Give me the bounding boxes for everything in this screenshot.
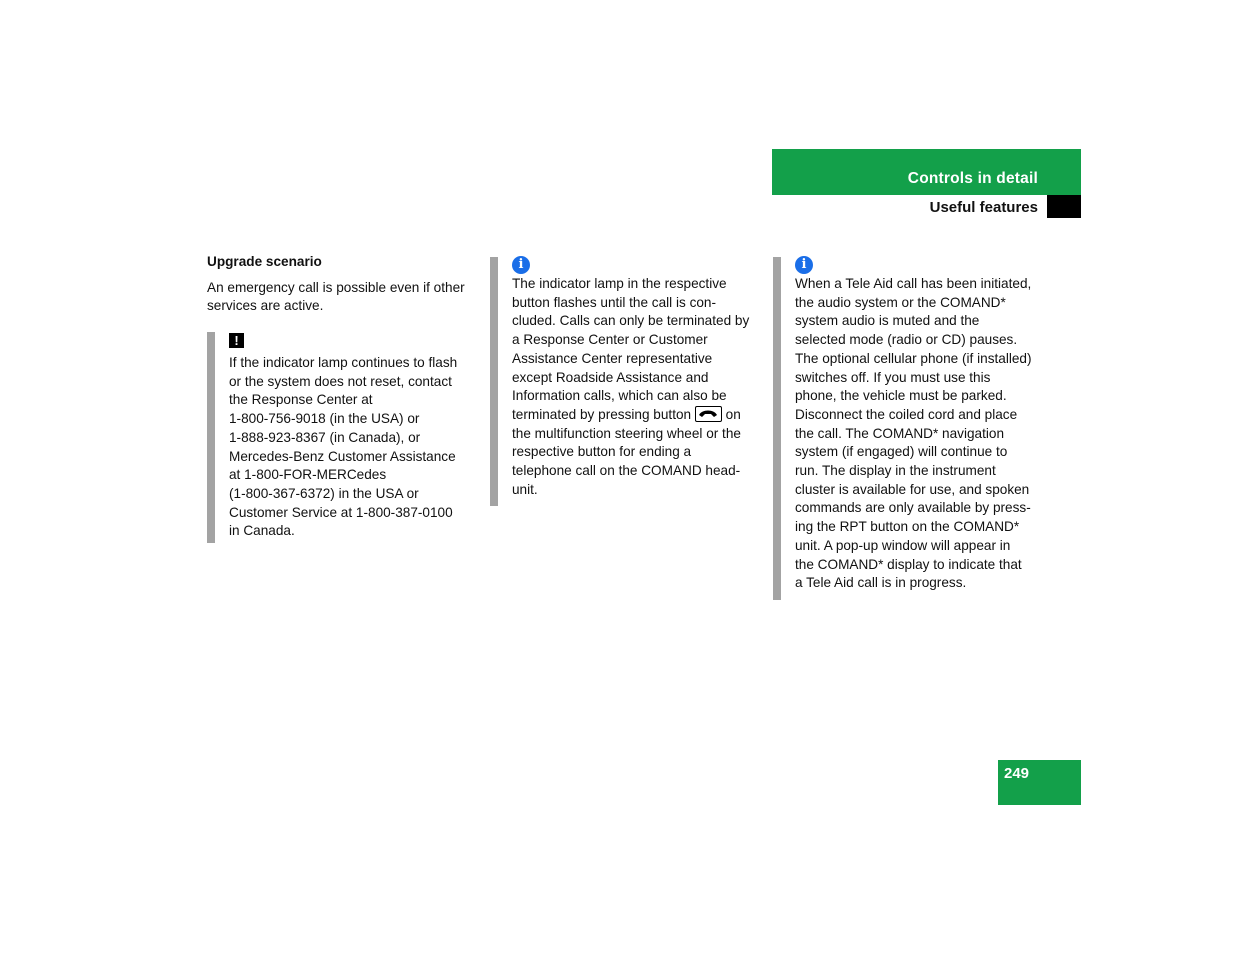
exclamation-icon: ! xyxy=(229,333,244,348)
text-line: the audio system or the COMAND* xyxy=(795,294,1006,310)
text-line-with-button xyxy=(512,406,765,425)
info-note-text xyxy=(512,275,765,499)
info-note-call-termination xyxy=(490,257,765,506)
text-line: unit. xyxy=(512,481,538,497)
text-line: ing the RPT button on the COMAND* xyxy=(795,519,1020,535)
text-line: cluded. Calls can only be terminated by xyxy=(512,313,750,329)
subsection-marker xyxy=(1047,195,1081,218)
text-line: 1-800-756-9018 (in the USA) or xyxy=(229,411,420,427)
text-line: commands are only available by press- xyxy=(795,500,1031,516)
text-fragment: on xyxy=(725,406,741,422)
text-line: button flashes until the call is con- xyxy=(512,294,717,310)
text-line: the COMAND* display to indicate that xyxy=(795,556,1022,572)
text-line: An emergency call is possible even if other xyxy=(207,279,465,295)
info-icon: i xyxy=(512,256,530,274)
page-number-box xyxy=(998,760,1081,805)
warning-note xyxy=(207,332,482,543)
section-header-bar xyxy=(772,149,1081,195)
info-icon: i xyxy=(795,256,813,274)
text-line: the multifunction steering wheel or the xyxy=(512,425,741,441)
text-line: Assistance Center representative xyxy=(512,350,713,366)
phone-end-call-icon xyxy=(695,406,722,422)
text-line: (1-800-367-6372) in the USA or xyxy=(229,485,419,501)
text-line: cluster is available for use, and spoken xyxy=(795,481,1030,497)
text-line: a Tele Aid call is in progress. xyxy=(795,575,967,591)
text-line: unit. A pop-up window will appear in xyxy=(795,537,1011,553)
info-note-text xyxy=(795,275,1048,593)
text-line: Information calls, which can also be xyxy=(512,388,727,404)
section-heading: Upgrade scenario xyxy=(207,254,322,269)
text-line: When a Tele Aid call has been initiated, xyxy=(795,276,1032,291)
text-line: The indicator lamp in the respective xyxy=(512,276,727,291)
section-title: Controls in detail xyxy=(907,170,1038,187)
text-line: services are active. xyxy=(207,298,324,314)
text-line: 1-888-923-8367 (in Canada), or xyxy=(229,429,421,445)
text-line: or the system does not reset, contact xyxy=(229,373,452,389)
text-line: Disconnect the coiled cord and place xyxy=(795,406,1018,422)
text-line: system audio is muted and the xyxy=(795,313,980,329)
warning-note-text xyxy=(229,354,482,541)
intro-paragraph xyxy=(207,279,477,316)
text-line: run. The display in the instrument xyxy=(795,463,996,479)
text-line: If the indicator lamp continues to flash xyxy=(229,355,458,370)
info-note-tele-aid xyxy=(773,257,1048,600)
text-line: at 1-800-FOR-MERCedes xyxy=(229,467,387,483)
text-line: The optional cellular phone (if installed) xyxy=(795,350,1032,366)
text-line: respective button for ending a xyxy=(512,444,692,460)
text-line: the call. The COMAND* navigation xyxy=(795,425,1005,441)
text-fragment: terminated by pressing button xyxy=(512,406,692,422)
text-line: Mercedes-Benz Customer Assistance xyxy=(229,448,456,464)
text-line: telephone call on the COMAND head- xyxy=(512,463,741,479)
text-line: switches off. If you must use this xyxy=(795,369,991,385)
text-line: phone, the vehicle must be parked. xyxy=(795,388,1007,404)
subsection-title: Useful features xyxy=(929,199,1038,216)
left-column xyxy=(207,253,477,316)
text-line: a Response Center or Customer xyxy=(512,332,708,348)
text-line: Customer Service at 1-800-387-0100 xyxy=(229,504,453,520)
page-number: 249 xyxy=(1004,765,1030,782)
text-line: selected mode (radio or CD) pauses. xyxy=(795,332,1018,348)
text-line: in Canada. xyxy=(229,523,295,539)
text-line: the Response Center at xyxy=(229,392,373,408)
text-line: system (if engaged) will continue to xyxy=(795,444,1008,460)
text-line: except Roadside Assistance and xyxy=(512,369,709,385)
